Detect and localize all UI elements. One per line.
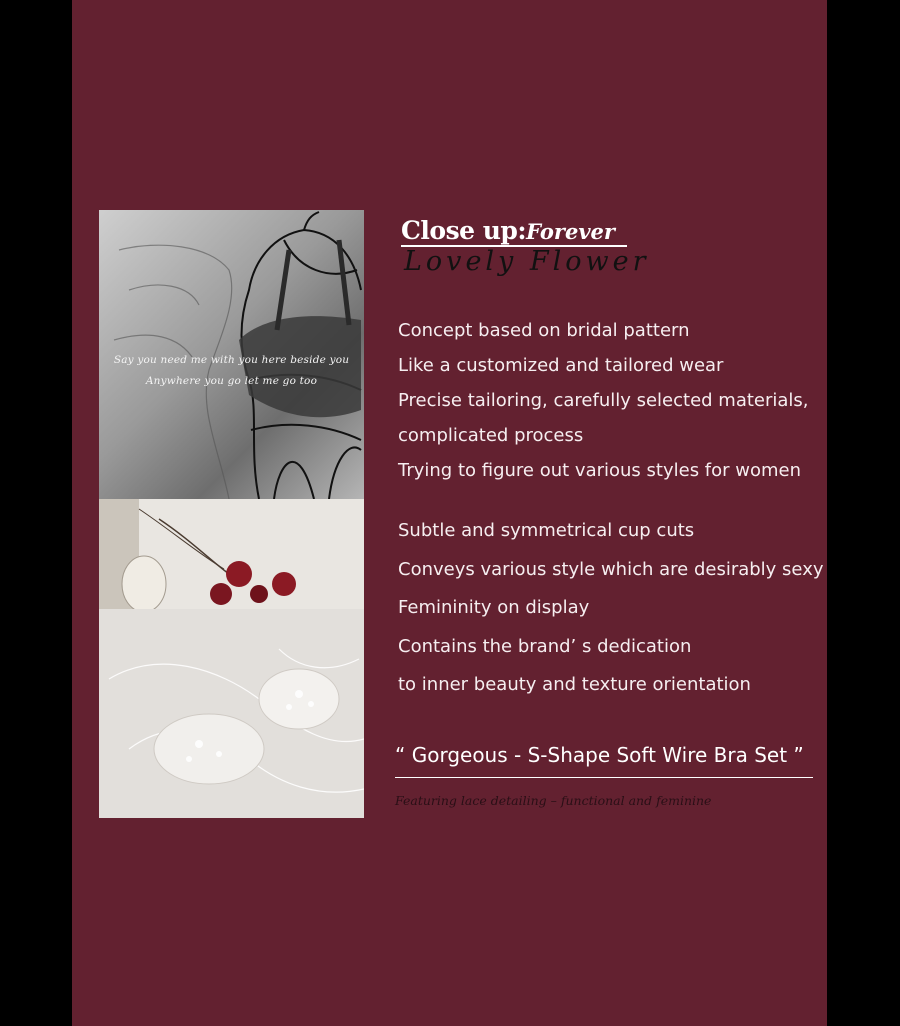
section-heading — [401, 216, 615, 245]
description-line: Subtle and symmetrical cup cuts — [398, 520, 695, 541]
mannequin-photo — [99, 210, 364, 499]
heading-forever: Forever — [526, 219, 615, 244]
description-line: Contains the brand’ s dedication — [398, 636, 692, 657]
lace-illustration — [99, 499, 364, 818]
description-line: Like a customized and tailored wear — [398, 355, 724, 376]
description-line: Concept based on bridal pattern — [398, 320, 690, 341]
photo-quote-line1: Say you need me with you here beside you — [113, 354, 350, 366]
product-name: “ Gorgeous - S-Shape Soft Wire Bra Set ” — [395, 743, 804, 767]
description-line: to inner beauty and texture orientation — [398, 674, 751, 695]
product-divider — [395, 777, 813, 778]
description-line: Femininity on display — [398, 597, 590, 618]
description-line: complicated process — [398, 425, 584, 446]
heading-script: Lovely Flower — [404, 246, 650, 277]
description-line: Trying to figure out various styles for women — [398, 460, 802, 481]
photo-quote-line2: Anywhere you go let me go too — [145, 375, 318, 387]
product-tagline: Featuring lace detailing – functional and feminine — [395, 793, 712, 808]
description-line: Conveys various style which are desirably sexy — [398, 559, 824, 580]
description-line: Precise tailoring, carefully selected materials, — [398, 390, 809, 411]
lace-set-photo — [99, 499, 364, 818]
heading-close-up: Close up: — [401, 216, 527, 245]
